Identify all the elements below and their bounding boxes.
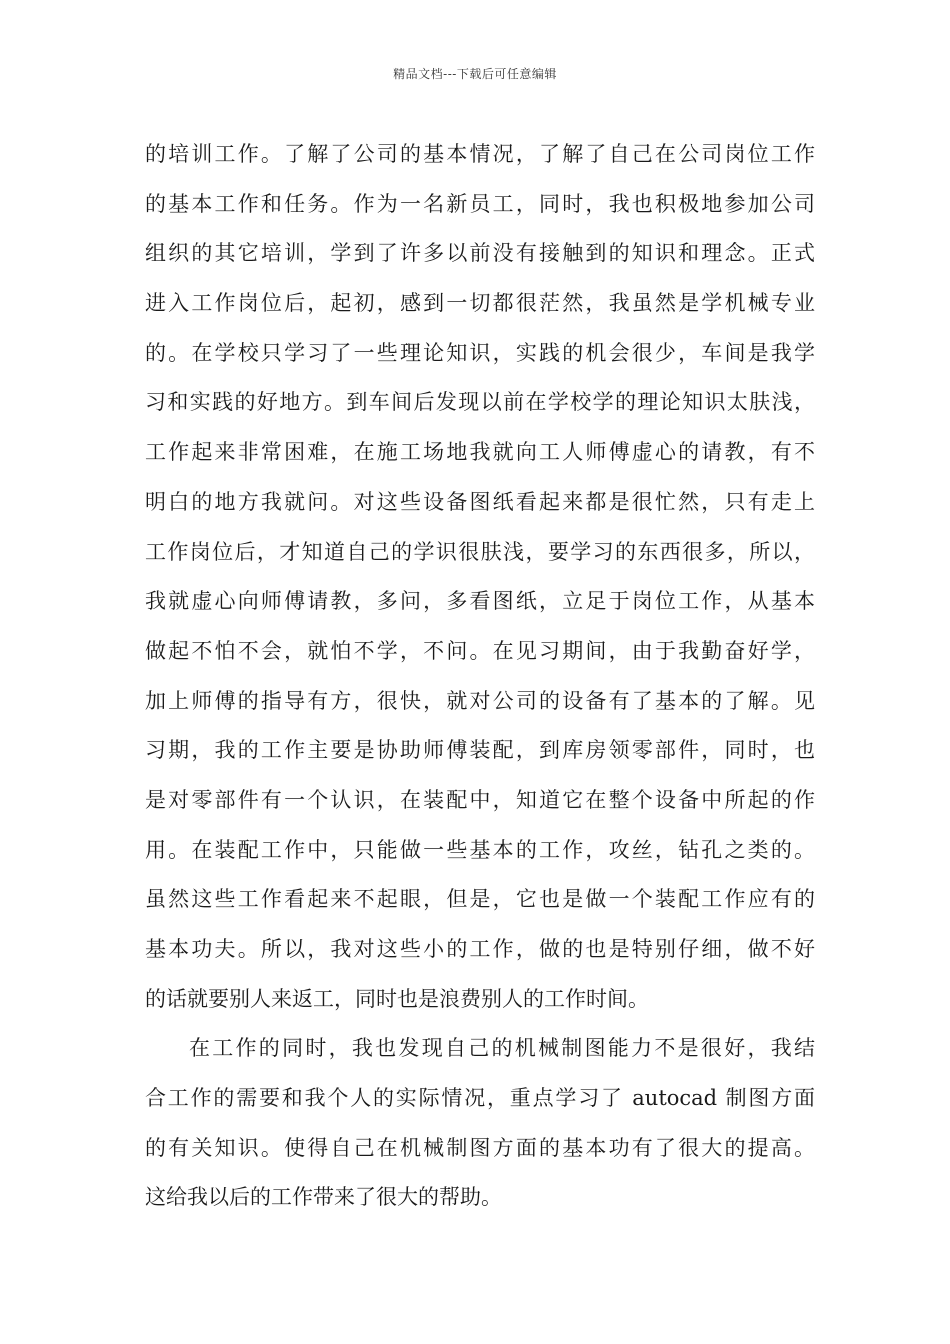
text-line: 我就虚心向师傅请教，多问，多看图纸，立足于岗位工作，从基本 bbox=[145, 589, 815, 614]
text-line: 的话就要别人来返工，同时也是浪费别人的工作时间。 bbox=[145, 986, 649, 1011]
text-line: 组织的其它培训，学到了许多以前没有接触到的知识和理念。正式 bbox=[145, 241, 815, 266]
text-line: 习期，我的工作主要是协助师傅装配，到库房领零部件，同时，也 bbox=[145, 738, 815, 763]
page-header: 精品文档---下载后可任意编辑 bbox=[393, 67, 557, 81]
text-line: 是对零部件有一个认识，在装配中，知道它在整个设备中所起的作 bbox=[145, 787, 815, 812]
text-line: 的。在学校只学习了一些理论知识，实践的机会很少，车间是我学 bbox=[145, 340, 815, 365]
text-line: 在工作的同时，我也发现自己的机械制图能力不是很好，我结 bbox=[189, 1036, 815, 1061]
text-line: 用。在装配工作中，只能做一些基本的工作，攻丝，钻孔之类的。 bbox=[145, 837, 815, 862]
text-line: 的培训工作。了解了公司的基本情况，了解了自己在公司岗位工作 bbox=[145, 142, 815, 166]
text-line: 这给我以后的工作带来了很大的帮助。 bbox=[145, 1185, 502, 1210]
text-line: 加上师傅的指导有方，很快，就对公司的设备有了基本的了解。见 bbox=[145, 688, 815, 713]
text-line: 基本功夫。所以，我对这些小的工作，做的也是特别仔细，做不好 bbox=[145, 937, 815, 961]
text-line: 的有关知识。使得自己在机械制图方面的基本功有了很大的提高。 bbox=[145, 1135, 815, 1160]
text-line: 的基本工作和任务。作为一名新员工，同时，我也积极地参加公司 bbox=[145, 191, 815, 216]
text-line: 做起不怕不会，就怕不学，不问。在见习期间，由于我勤奋好学， bbox=[145, 638, 815, 663]
text-line: 进入工作岗位后，起初，感到一切都很茫然，我虽然是学机械专业 bbox=[145, 291, 815, 316]
text-line: 工作起来非常困难，在施工场地我就向工人师傅虚心的请教，有不 bbox=[145, 440, 815, 465]
text-line: 合工作的需要和我个人的实际情况，重点学习了 autocad 制图方面 bbox=[145, 1086, 815, 1111]
text-line: 明白的地方我就问。对这些设备图纸看起来都是很忙然，只有走上 bbox=[145, 489, 815, 514]
text-line: 习和实践的好地方。到车间后发现以前在学校学的理论知识太肤浅， bbox=[145, 390, 815, 415]
document-body bbox=[145, 130, 815, 1223]
text-line: 虽然这些工作看起来不起眼，但是，它也是做一个装配工作应有的 bbox=[145, 887, 815, 912]
text-line: 工作岗位后，才知道自己的学识很肤浅，要学习的东西很多，所以， bbox=[145, 539, 815, 564]
